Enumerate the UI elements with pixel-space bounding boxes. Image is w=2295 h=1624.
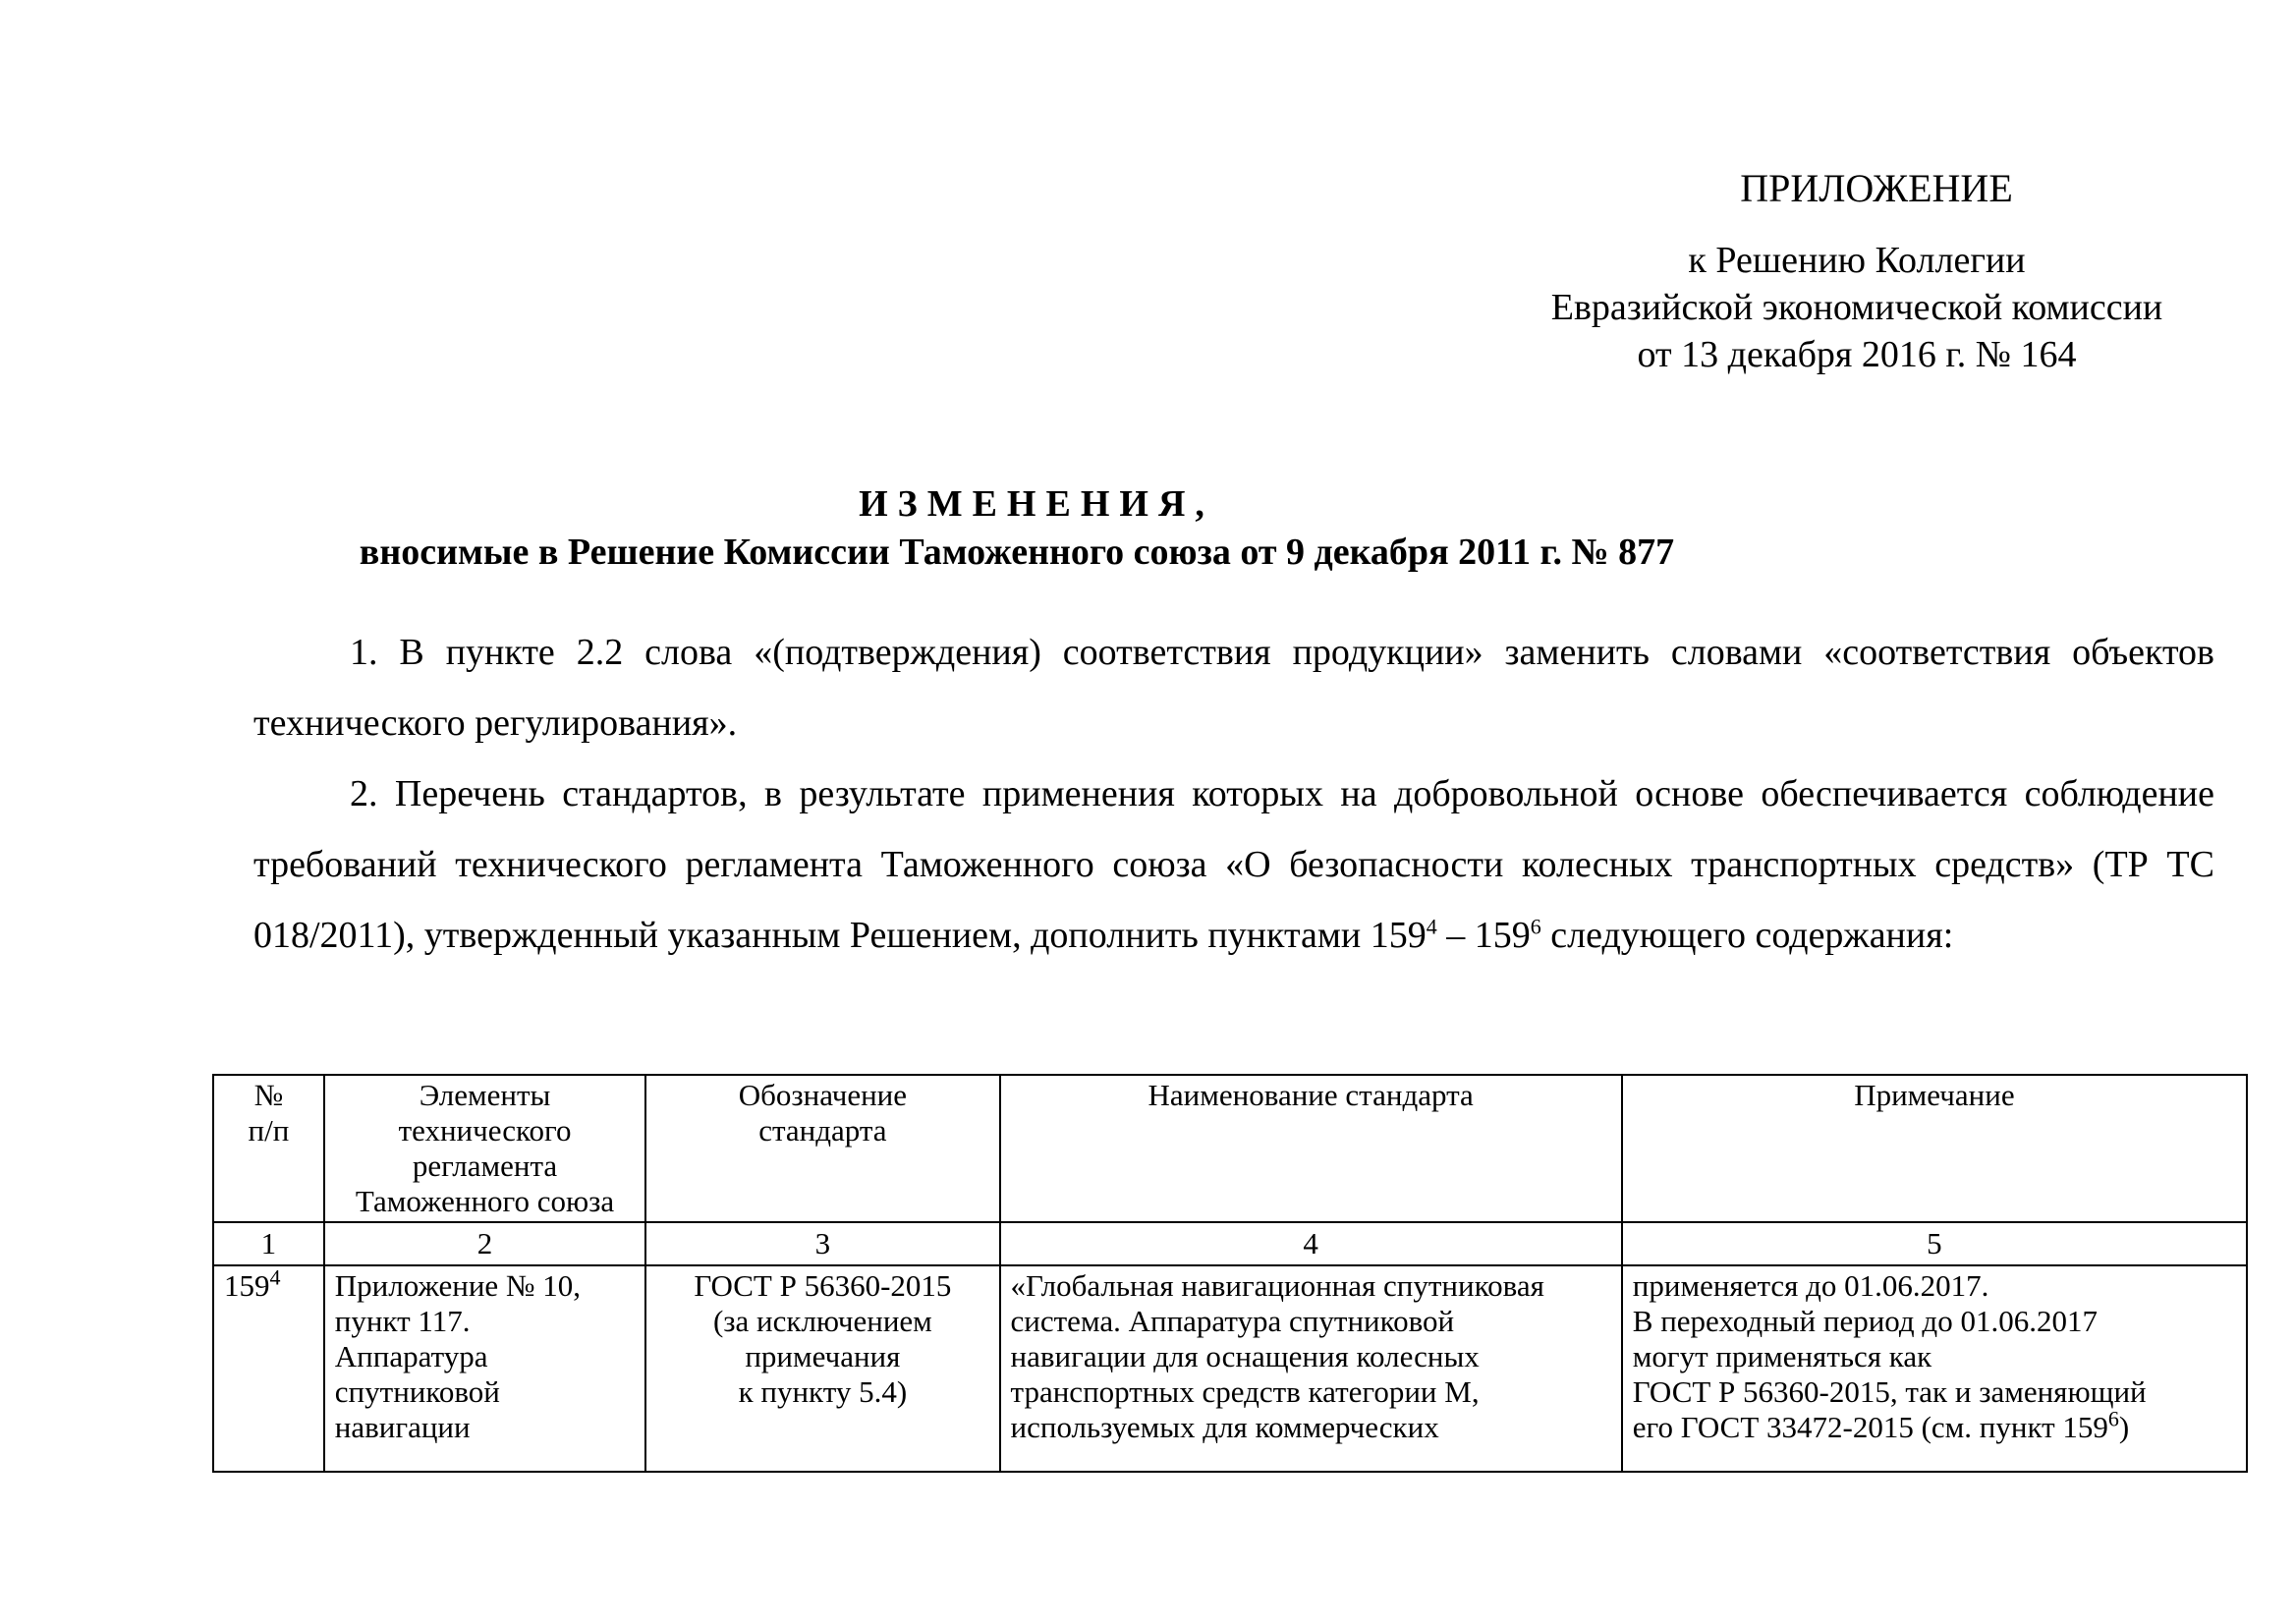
header-note: Примечание: [1622, 1075, 2247, 1222]
header-elements-line-1: Элементы: [419, 1078, 551, 1112]
standards-table: [212, 1074, 2248, 1473]
column-number-2: 2: [324, 1222, 645, 1265]
name-line-1: «Глобальная навигационная спутниковая: [1010, 1268, 1544, 1303]
note-line-1: применяется до 01.06.2017.: [1632, 1268, 1989, 1303]
row-elements-cell: [324, 1265, 645, 1472]
note-line-2: В переходный период до 01.06.2017: [1632, 1304, 2098, 1338]
appendix-title: ПРИЛОЖЕНИЕ: [1740, 166, 2013, 210]
name-line-3: навигации для оснащения колесных: [1010, 1339, 1480, 1373]
designation-line-3: примечания: [745, 1339, 901, 1373]
elements-line-3: Аппаратура: [334, 1339, 488, 1373]
note-line-5-sup: 6: [2107, 1406, 2119, 1431]
note-line-5-end: ): [2118, 1410, 2130, 1444]
table-number-row: [213, 1222, 2247, 1265]
header-elements: [324, 1075, 645, 1222]
elements-line-1: Приложение № 10,: [334, 1268, 582, 1303]
header-designation-line-1: Обозначение: [738, 1078, 908, 1112]
note-line-3: могут применяться как: [1632, 1339, 1932, 1373]
header-designation-line-2: стандарта: [758, 1113, 887, 1148]
column-number-3: 3: [645, 1222, 999, 1265]
appendix-line-2: Евразийской экономической комиссии: [1550, 287, 2163, 328]
header-number-line-2: п/п: [248, 1113, 290, 1148]
elements-line-5: навигации: [334, 1410, 471, 1444]
body-text: [253, 617, 2214, 971]
row-number: 159: [224, 1268, 270, 1303]
table-header-row: [213, 1075, 2247, 1222]
paragraph-2-main: 2. Перечень стандартов, в результате применения которых на добровольной основе обеспечивается соблюдение требований технического регламента Таможенного союза «О безопасности колесных транспортных средств» (ТР ТС 018/2011), утвержденный указанным Решением, дополнить пунктами 159: [253, 773, 2214, 956]
note-line-4: ГОСТ Р 56360-2015, так и заменяющий: [1632, 1374, 2147, 1409]
designation-line-2: (за исключением: [712, 1304, 932, 1338]
note-line-5-main: его ГОСТ 33472-2015 (см. пункт 159: [1632, 1410, 2108, 1444]
row-note-cell: [1622, 1265, 2247, 1472]
row-designation-cell: [645, 1265, 999, 1472]
designation-line-4: к пункту 5.4): [738, 1374, 908, 1409]
paragraph-2: [253, 758, 2214, 971]
elements-line-4: спутниковой: [334, 1374, 500, 1409]
table-row: [213, 1265, 2247, 1472]
column-number-1: 1: [213, 1222, 324, 1265]
row-number-cell: [213, 1265, 324, 1472]
designation-line-1: ГОСТ Р 56360-2015: [694, 1268, 952, 1303]
row-standard-name-cell: [1000, 1265, 1622, 1472]
document-heading: [0, 481, 2034, 578]
appendix-line-3: от 13 декабря 2016 г. № 164: [1637, 334, 2077, 375]
header-number: [213, 1075, 324, 1222]
column-number-5: 5: [1622, 1222, 2247, 1265]
header-elements-line-2: технического: [398, 1113, 572, 1148]
name-line-4: транспортных средств категории М,: [1010, 1374, 1480, 1409]
appendix-block: [1454, 162, 2260, 378]
elements-line-2: пункт 117.: [334, 1304, 471, 1338]
header-designation: [645, 1075, 999, 1222]
paragraph-2-sup-2: 6: [1530, 914, 1541, 939]
header-elements-line-4: Таможенного союза: [355, 1184, 615, 1218]
paragraph-2-end: следующего содержания:: [1540, 915, 1954, 956]
paragraph-2-mid: – 159: [1436, 915, 1531, 956]
name-line-5: используемых для коммерческих: [1010, 1410, 1439, 1444]
paragraph-2-sup-1: 4: [1426, 914, 1437, 939]
header-standard-name: Наименование стандарта: [1000, 1075, 1622, 1222]
heading-title: ИЗМЕНЕНИЯ,: [859, 483, 1214, 525]
header-elements-line-3: регламента: [412, 1148, 558, 1183]
appendix-line-1: к Решению Коллегии: [1688, 240, 2026, 281]
name-line-2: система. Аппаратура спутниковой: [1010, 1304, 1455, 1338]
note-line-5: [1632, 1406, 2236, 1445]
header-number-line-1: №: [253, 1078, 284, 1112]
heading-subtitle: вносимые в Решение Комиссии Таможенного союза от 9 декабря 2011 г. № 877: [359, 532, 1675, 573]
column-number-4: 4: [1000, 1222, 1622, 1265]
row-number-sup: 4: [269, 1264, 281, 1290]
paragraph-1: 1. В пункте 2.2 слова «(подтверждения) соответствия продукции» заменить словами «соответствия объектов технического регулирования».: [253, 632, 2214, 744]
